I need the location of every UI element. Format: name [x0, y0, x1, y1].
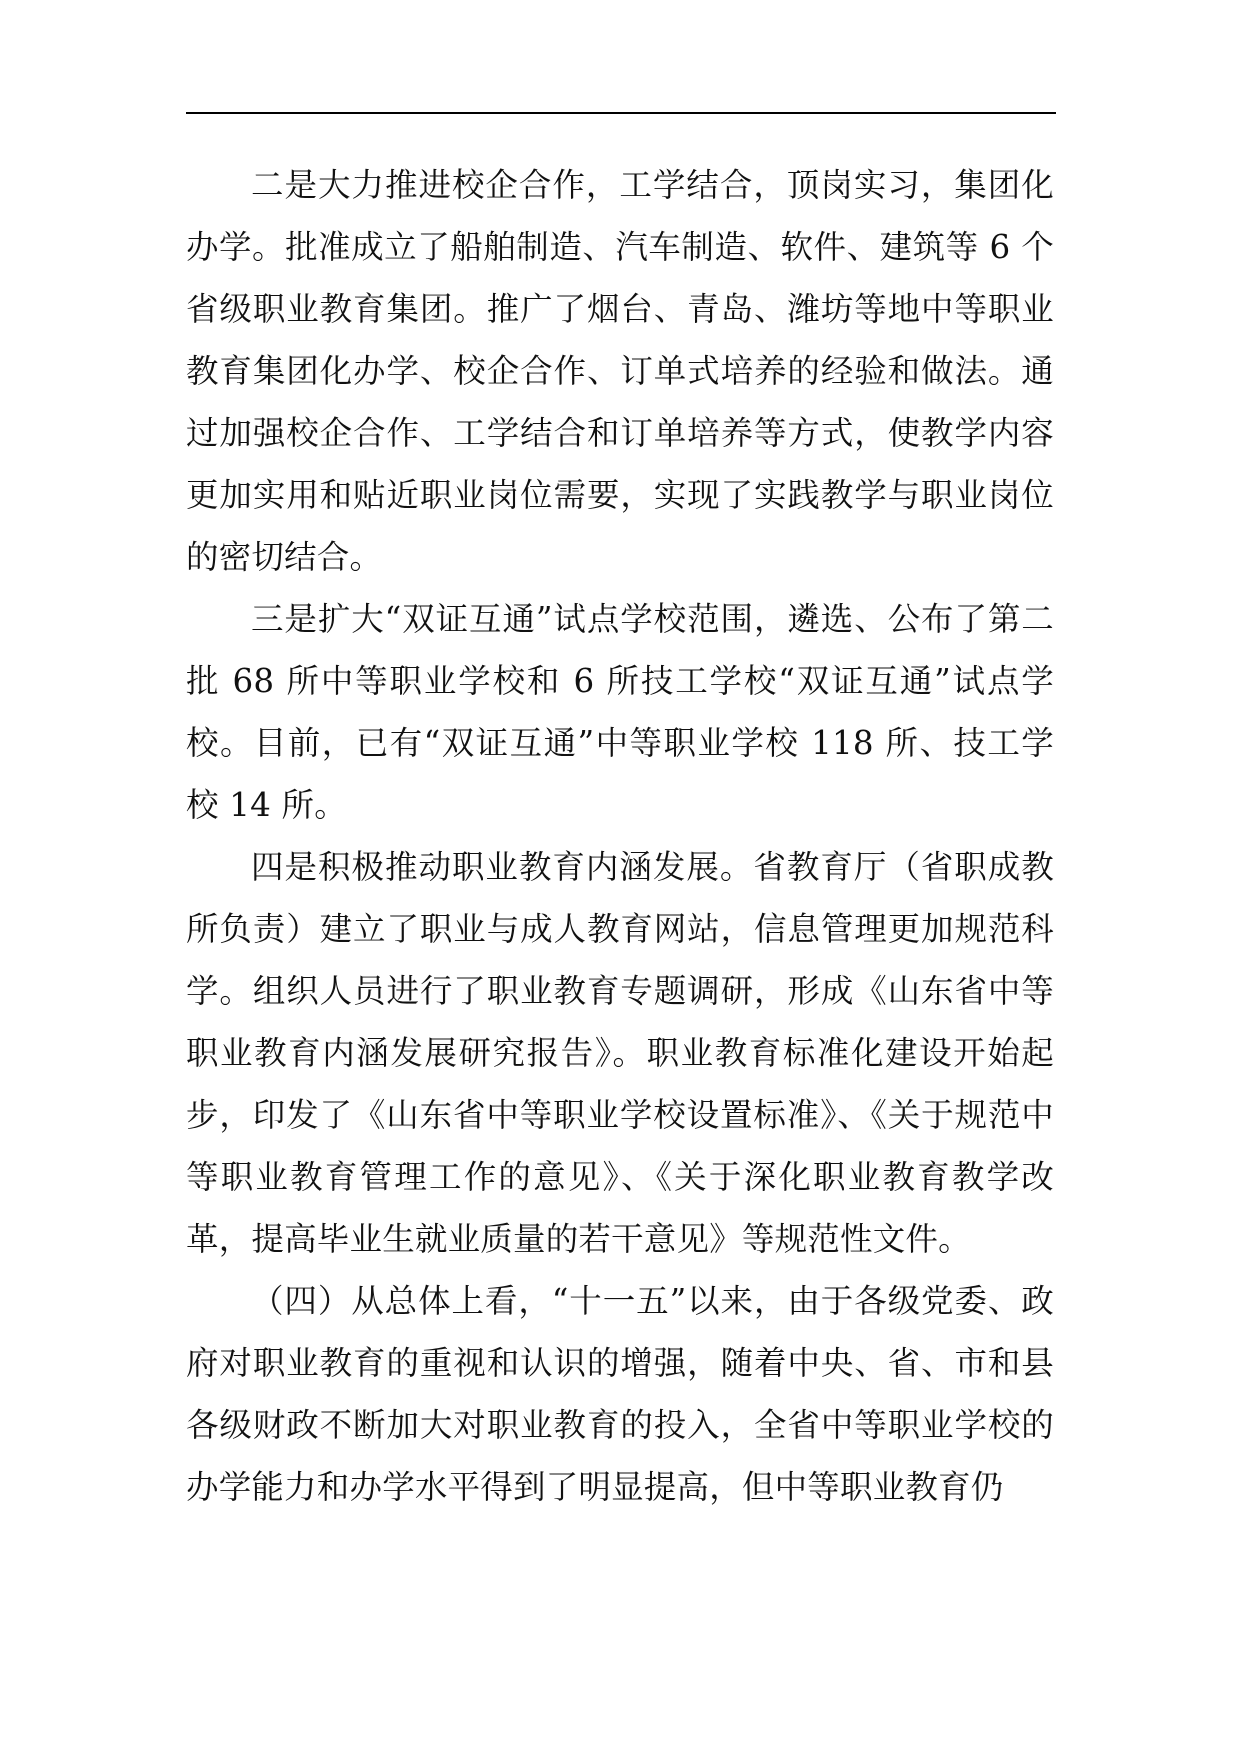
paragraph: 四是积极推动职业教育内涵发展。省教育厅（省职成教所负责）建立了职业与成人教育网站，信息管理更加规范科学。组织人员进行了职业教育专题调研，形成《山东省中等职业教育内涵发展研究报告》。职业教育标准化建设开始起步，印发了《山东省中等职业学校设置标准》、《关于规范中等职业教育管理工作的意见》、《关于深化职业教育教学改革，提高毕业生就业质量的若干意见》等规范性文件。 — [186, 848, 1054, 1258]
header-rule — [186, 112, 1056, 114]
paragraph: （四）从总体上看，“十一五”以来，由于各级党委、政府对职业教育的重视和认识的增强，随着中央、省、市和县各级财政不断加大对职业教育的投入，全省中等职业学校的办学能力和办学水平得到了明显提高，但中等职业教育仍 — [186, 1282, 1054, 1506]
document-body — [186, 154, 1054, 1518]
paragraph: 二是大力推进校企合作，工学结合，顶岗实习，集团化办学。批准成立了船舶制造、汽车制造、软件、建筑等 6 个省级职业教育集团。推广了烟台、青岛、潍坊等地中等职业教育集团化办学、校企合作、订单式培养的经验和做法。通过加强校企合作、工学结合和订单培养等方式，使教学内容更加实用和贴近职业岗位需要，实现了实践教学与职业岗位的密切结合。 — [186, 166, 1054, 576]
paragraph: 三是扩大“双证互通”试点学校范围，遴选、公布了第二批 68 所中等职业学校和 6 所技工学校“双证互通”试点学校。目前，已有“双证互通”中等职业学校 118 所、技工学校 14 所。 — [186, 600, 1054, 824]
